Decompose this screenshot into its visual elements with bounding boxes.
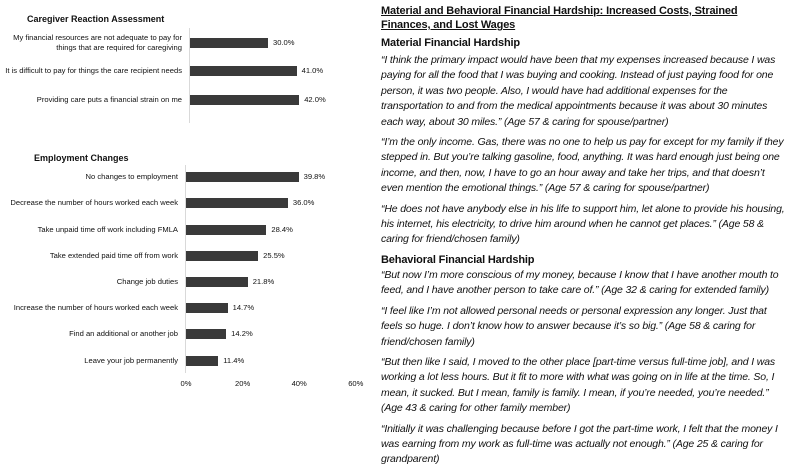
quote: “I think the primary impact would have been that my expenses increased because I was paying for all the food that I was buying and cooking. Instead of just paying food for one person, it was two people. Also, I would have had additional expenses for the transportation to and from the medical appointments because it was about 30 minutes each way, about 30 miles.” (Age 57 & caring for spouse/partner)	[381, 54, 776, 128]
bar	[186, 172, 299, 182]
category-label: Find an additional or another job	[69, 329, 178, 338]
category-label: Change job duties	[116, 277, 178, 286]
chart-axis-line	[185, 165, 186, 373]
data-label: 11.4%	[223, 356, 245, 365]
category-label: It is difficult to pay for things the care recipient needs	[5, 66, 182, 75]
bar	[186, 329, 226, 339]
quote: “But then like I said, I moved to the other place [part-time versus full-time job], and I was working a lot less hours. But it fit to more with what was going on in life at the time. So, I mean, it sucked. But I mean, family is family. I mean, if you’re needed, you’re needed.” (Age 43 & caring for other family member)	[381, 355, 775, 415]
data-label: 39.8%	[303, 172, 326, 181]
section-title: Material and Behavioral Financial Hardship: Increased Costs, Strained Finances, and Lost Wages	[381, 5, 738, 31]
hardship-text-panel	[381, 4, 787, 473]
category-label: Take unpaid time off work including FMLA	[37, 225, 178, 234]
x-tick-label: 0%	[180, 379, 192, 388]
category-label: Take extended paid time off from work	[49, 251, 178, 260]
chart-title: Employment Changes	[34, 153, 129, 163]
quote: “I feel like I’m not allowed personal needs or personal expression any longer. Just that feels so huge. I don’t know how to answer because it’s so big.” (Age 58 & caring for friend/chosen family)	[381, 304, 767, 348]
data-label: 42.0%	[304, 95, 326, 104]
x-tick-label: 40%	[291, 379, 307, 388]
data-label: 14.7%	[232, 303, 255, 312]
data-label: 30.0%	[273, 38, 295, 47]
material-heading: Material Financial Hardship	[381, 37, 520, 49]
data-label: 41.0%	[301, 66, 324, 75]
category-label: My financial resources are not adequate to pay for things that are required for caregiving	[13, 33, 182, 52]
category-label: Providing care puts a financial strain on me	[36, 95, 182, 104]
bar	[190, 95, 299, 105]
behavioral-heading: Behavioral Financial Hardship	[381, 253, 535, 266]
data-label: 36.0%	[292, 198, 315, 207]
category-label: Leave your job permanently	[84, 356, 178, 365]
data-label: 25.5%	[263, 251, 285, 260]
bar	[186, 303, 228, 313]
x-tick-label: 20%	[234, 379, 251, 388]
bar	[190, 38, 268, 48]
category-label: No changes to employment	[85, 172, 178, 181]
data-label: 14.2%	[231, 329, 253, 338]
bar	[186, 251, 258, 261]
data-label: 28.4%	[271, 225, 293, 234]
bar	[186, 356, 218, 366]
quote: “I’m the only income. Gas, there was no one to help us pay for except for my family if they stepped in. But you’re talking gasoline, food, anything. It was hard enough just being one income, and then, now, I have to go an hour away and take her trips, and that doesn’t even mention the emotional things.” (Age 57 & caring for spouse/partner)	[381, 136, 784, 195]
x-tick-label: 60%	[348, 379, 364, 388]
category-label: Increase the number of hours worked each week	[13, 303, 178, 312]
category-label: Decrease the number of hours worked each week	[10, 198, 178, 207]
quote: “He does not have anybody else in his life to support him, let alone to provide his housing, his internet, his electricity, to drive him around when he cannot get places.” (Age 58 & caring for friend/chosen family)	[381, 202, 785, 246]
bar	[186, 225, 266, 235]
bar	[186, 277, 248, 287]
data-label: 21.8%	[252, 277, 275, 286]
quote: “Initially it was challenging because before I got the part-time work, I felt that the money I was earning from my work as full-time was actually not enough.” (Age 25 & caring for grandparent)	[381, 422, 778, 466]
quote: “But now I’m more conscious of my money, because I know that I have another mouth to feed, and I have another person to take care of.” (Age 32 & caring for extended family)	[381, 268, 779, 297]
bar	[190, 66, 297, 76]
bar	[186, 198, 288, 208]
chart-title: Caregiver Reaction Assessment	[27, 14, 165, 24]
